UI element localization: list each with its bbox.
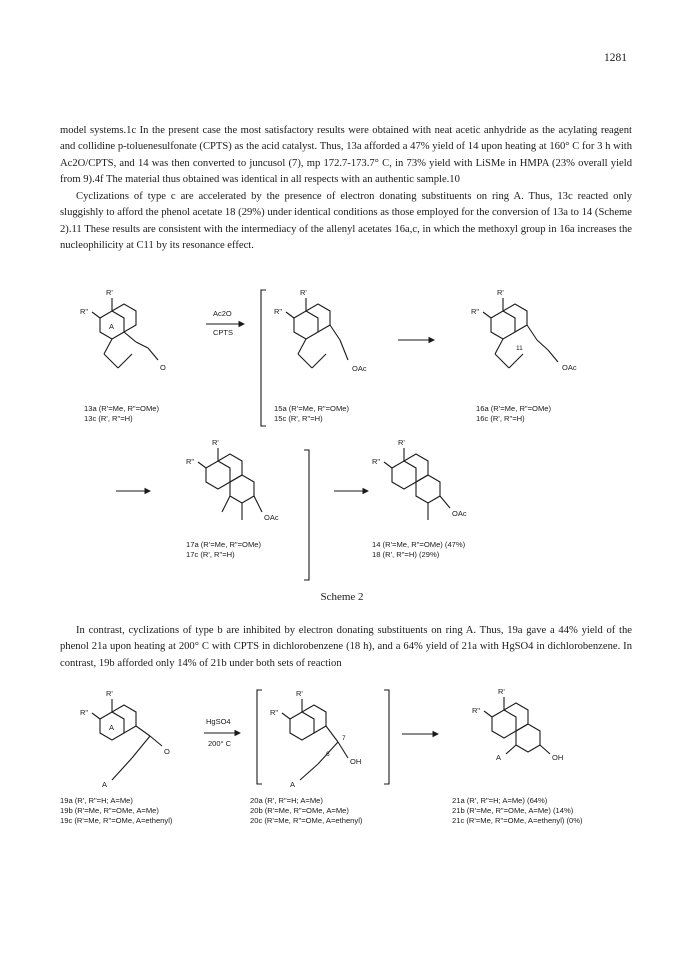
r2-label-15: R" (274, 307, 283, 316)
paragraph-1 (60, 123, 632, 189)
label-15a: 15a (R'=Me, R"=OMe) (274, 404, 350, 413)
paragraph-2-text: Cyclizations of type c are accelerated by the presence of electron donating substituents on ring A. Thus, 13c reacted only sluggishly to afford the phenol acetate 18 (29%) under identical conditions as those employed for the conversion of 13a to 14 (Scheme 2).11 These results are consistent with the intermediacy of the allenyl acetates 16a,c, in which the methoxyl group in 16a increases the nucleophilicity at C11 by its resonance effect. (60, 191, 632, 252)
reagent-ac2o: Ac2O (213, 309, 232, 318)
compound-16-structure (483, 298, 558, 368)
bracket-right-2 (384, 690, 389, 784)
label-19c: 19c (R'=Me, R"=OMe, A=ethenyl) (60, 816, 173, 825)
label-20a: 20a (R', R"=H; A=Me) (250, 796, 323, 805)
r1-label-20: R' (296, 689, 303, 698)
a-group-label-19: A (102, 780, 108, 789)
oxygen-label-19: O (164, 747, 170, 756)
c6-label-20: 6 (326, 751, 330, 758)
label-16c: 16c (R', R"=H) (476, 414, 525, 423)
r2-label-20: R" (270, 708, 279, 717)
label-19a: 19a (R', R"=H; A=Me) (60, 796, 133, 805)
label-13a: 13a (R'=Me, R"=OMe) (84, 404, 160, 413)
oac-label-17: OAc (264, 513, 279, 522)
r1-label-16: R' (497, 288, 504, 297)
ring-a-label-13: A (109, 322, 115, 331)
a-group-label-20: A (290, 780, 296, 789)
label-14: 14 (R'=Me, R"=OMe) (47%) (372, 540, 466, 549)
r1-label-21: R' (498, 687, 505, 696)
compound-13-structure (92, 298, 158, 368)
bracket-left-2 (257, 690, 262, 784)
label-21c: 21c (R'=Me, R"=OMe, A=ethenyl) (0%) (452, 816, 583, 825)
label-18: 18 (R', R"=H) (29%) (372, 550, 440, 559)
r2-label-13: R" (80, 307, 89, 316)
c11-label-16: 11 (516, 345, 523, 352)
label-16a: 16a (R'=Me, R"=OMe) (476, 404, 552, 413)
paragraph-3 (60, 623, 632, 672)
ring-a-label-19: A (109, 723, 115, 732)
r2-label-14: R" (372, 457, 381, 466)
compound-15-structure (286, 298, 348, 368)
bracket-left-1 (261, 290, 266, 426)
r2-label-19: R" (80, 708, 89, 717)
a-group-label-21: A (496, 753, 502, 762)
paragraph-3-text: In contrast, cyclizations of type b are inhibited by electron donating substituents on ring A. Thus, 19a gave a 44% yield of the phenol 21a upon heating at 200° C with CPTS in dichlorobenzene (18 h), and a 64% yield of 21a with HgSO4 in dichlorobenzene. In contrast, 19b afforded only 14% of 21b under both sets of reaction (60, 625, 632, 669)
reagent-temperature: 200° C (208, 739, 232, 748)
r1-label-13: R' (106, 288, 113, 297)
label-17c: 17c (R', R"=H) (186, 550, 235, 559)
label-17a: 17a (R'=Me, R"=OMe) (186, 540, 262, 549)
oxygen-label-13: O (160, 363, 166, 372)
r2-label-21: R" (472, 706, 481, 715)
oac-label-15: OAc (352, 364, 367, 373)
r2-label-17: R" (186, 457, 195, 466)
label-15c: 15c (R', R"=H) (274, 414, 323, 423)
r1-label-14: R' (398, 438, 405, 447)
r1-label-15: R' (300, 288, 307, 297)
page-number: 1281 (604, 52, 627, 64)
oh-label-21: OH (552, 753, 564, 762)
reagent-hgso4: HgSO4 (206, 717, 231, 726)
label-20c: 20c (R'=Me, R"=OMe, A=ethenyl) (250, 816, 363, 825)
r1-label-19: R' (106, 689, 113, 698)
label-13c: 13c (R', R"=H) (84, 414, 133, 423)
scheme-2-figure (0, 250, 684, 585)
bracket-right-1 (304, 450, 309, 580)
oh-label-20: OH (350, 757, 362, 766)
label-19b: 19b (R'=Me, R"=OMe, A=Me) (60, 806, 159, 815)
oac-label-14: OAc (452, 509, 467, 518)
compound-17-structure (198, 448, 262, 520)
compound-14-18-structure (384, 448, 450, 520)
paragraph-1-text: model systems.1c In the present case the most satisfactory results were obtained with neat acetic anhydride as the acylating reagent and collidine p-toluenesulfonate (CPTS) as the acid catalyst. Thus, 13a afforded a 47% yield of 14 upon heating at 160° C for 3 h with Ac2O/CPTS, and 14 was then converted to juncusol (7), mp 172.7-173.7° C, in 73% yield with LiSMe in HMPA (23% overall yield from 9).4f The material thus obtained was identical in all respects with an authentic sample.10 (60, 125, 632, 186)
label-20b: 20b (R'=Me, R"=OMe, A=Me) (250, 806, 349, 815)
compound-21-structure (484, 697, 550, 754)
c7-label-20: 7 (342, 735, 346, 742)
paragraph-2 (60, 189, 632, 255)
scheme-3-figure (0, 684, 684, 849)
label-21a: 21a (R', R"=H; A=Me) (64%) (452, 796, 548, 805)
reagent-cpts: CPTS (213, 328, 234, 337)
r2-label-16: R" (471, 307, 480, 316)
oac-label-16: OAc (562, 363, 577, 372)
scheme-2-caption: Scheme 2 (320, 591, 364, 603)
r1-label-17: R' (212, 438, 219, 447)
label-21b: 21b (R'=Me, R"=OMe, A=Me) (14%) (452, 806, 574, 815)
compound-19-structure (92, 699, 162, 780)
compound-20-structure (282, 699, 348, 780)
